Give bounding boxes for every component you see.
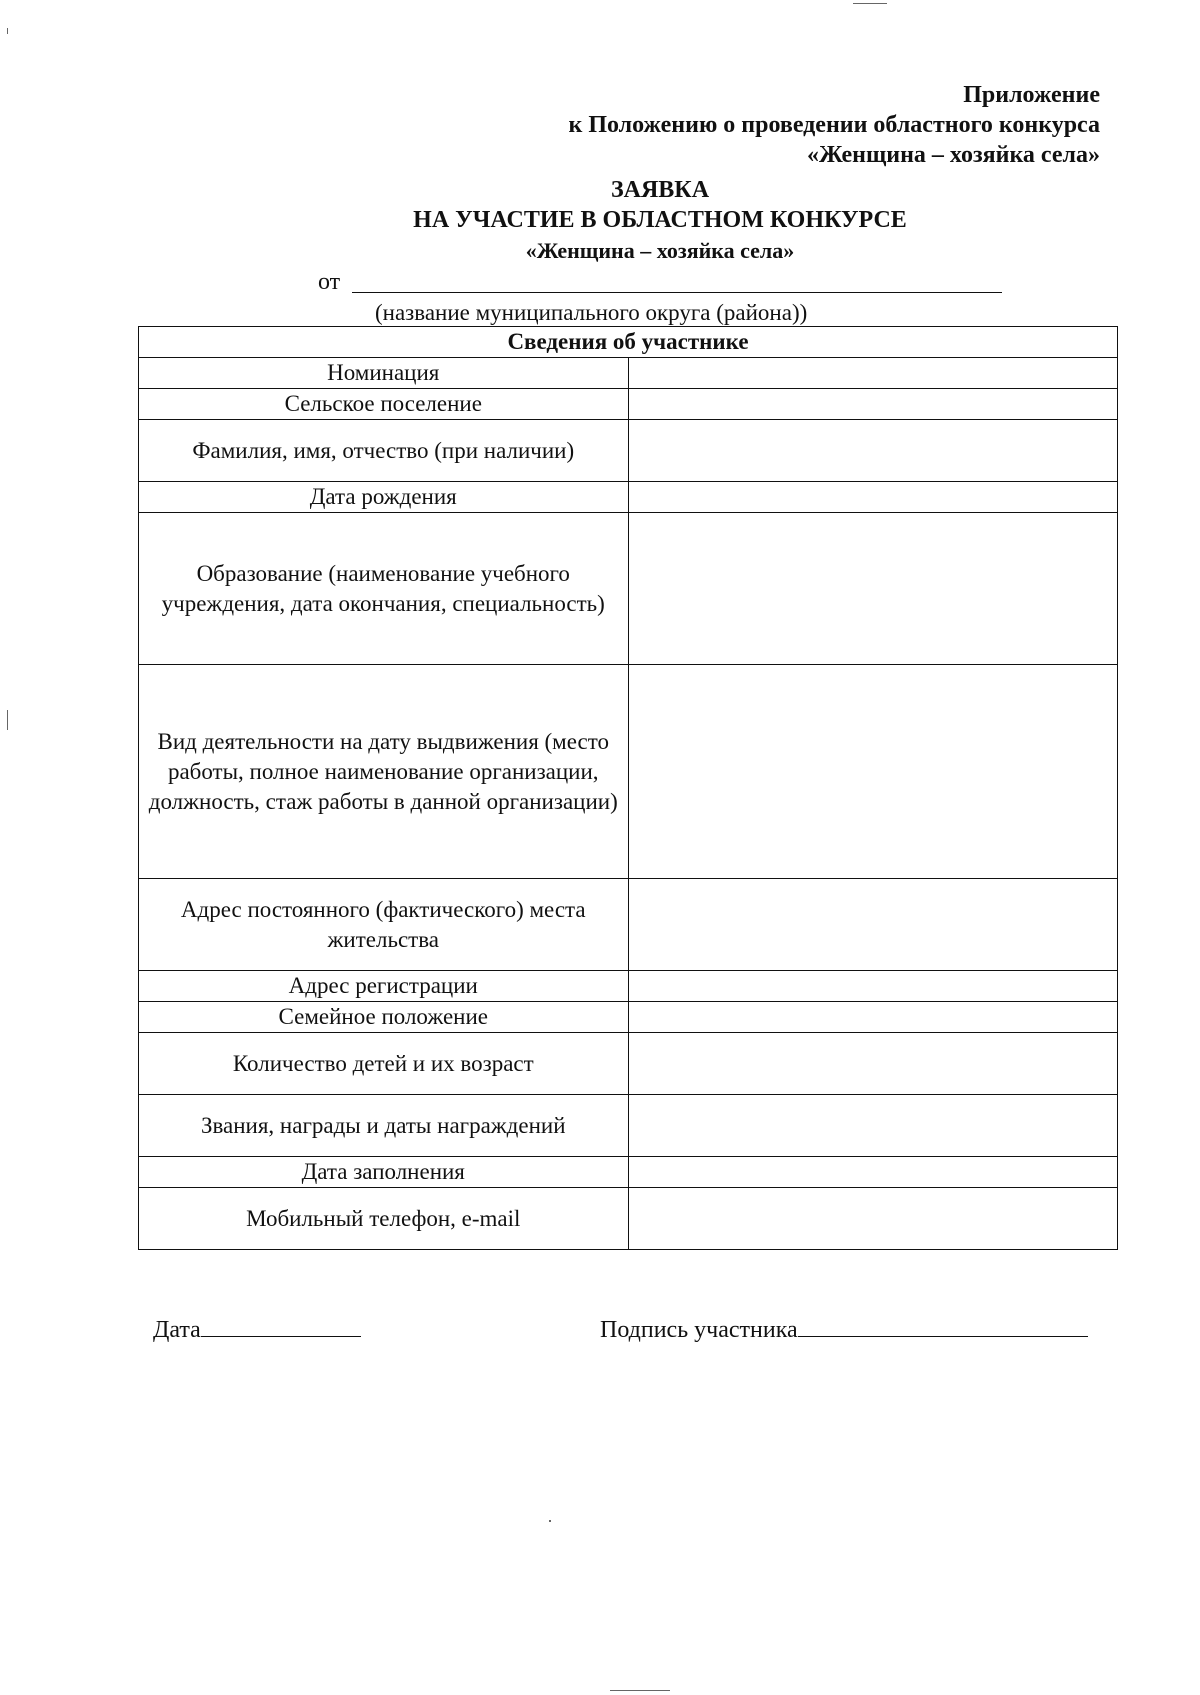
participant-info-table <box>138 326 1118 1250</box>
row-value-field[interactable] <box>628 1157 1118 1188</box>
signature-label: Подпись участника <box>600 1317 798 1343</box>
appendix-header <box>569 80 1101 170</box>
table-row <box>139 482 1118 513</box>
row-label: Сельское поселение <box>139 389 629 420</box>
row-value-field[interactable] <box>628 420 1118 482</box>
district-name-hint: (название муниципального округа (района)) <box>375 300 808 325</box>
table-row <box>139 1157 1118 1188</box>
table-row <box>139 1095 1118 1157</box>
table-row <box>139 665 1118 879</box>
table-row <box>139 420 1118 482</box>
date-label: Дата <box>153 1317 201 1343</box>
row-value-field[interactable] <box>628 971 1118 1002</box>
table-row <box>139 971 1118 1002</box>
scan-artifact <box>549 1520 551 1522</box>
form-title: ЗАЯВКА <box>610 177 710 203</box>
table-heading: Сведения об участнике <box>139 327 1118 358</box>
row-label: Семейное положение <box>139 1002 629 1033</box>
date-block <box>153 1312 361 1344</box>
row-label: Мобильный телефон, e-mail <box>139 1188 629 1250</box>
row-label: Звания, награды и даты награждений <box>139 1095 629 1157</box>
signature-field[interactable] <box>798 1312 1088 1337</box>
row-label: Номинация <box>139 358 629 389</box>
signature-block <box>600 1312 1088 1344</box>
appendix-contest-name: «Женщина – хозяйка села» <box>807 142 1100 168</box>
row-label: Количество детей и их возраст <box>139 1033 629 1095</box>
row-value-field[interactable] <box>628 1033 1118 1095</box>
row-label: Адрес регистрации <box>139 971 629 1002</box>
from-label: от <box>318 269 341 295</box>
table-row <box>139 1188 1118 1250</box>
table-row <box>139 358 1118 389</box>
table-heading-row <box>139 327 1118 358</box>
appendix-title: Приложение <box>963 82 1100 108</box>
row-label: Образование (наименование учебного учреждения, дата окончания, специальность) <box>139 513 629 665</box>
form-subtitle: НА УЧАСТИЕ В ОБЛАСТНОМ КОНКУРСЕ <box>413 207 907 233</box>
row-value-field[interactable] <box>628 358 1118 389</box>
row-value-field[interactable] <box>628 1188 1118 1250</box>
row-value-field[interactable] <box>628 1002 1118 1033</box>
row-label: Вид деятельности на дату выдвижения (место работы, полное наименование организации, должность, стаж работы в данной организации) <box>139 665 629 879</box>
district-name-field[interactable] <box>352 292 1002 293</box>
table-row <box>139 1002 1118 1033</box>
scan-artifact <box>610 1690 670 1691</box>
scan-artifact <box>853 3 887 4</box>
row-value-field[interactable] <box>628 665 1118 879</box>
date-field[interactable] <box>201 1312 361 1337</box>
row-value-field[interactable] <box>628 1095 1118 1157</box>
row-label: Адрес постоянного (фактического) места жительства <box>139 879 629 971</box>
table-row <box>139 389 1118 420</box>
row-label: Дата рождения <box>139 482 629 513</box>
row-label: Фамилия, имя, отчество (при наличии) <box>139 420 629 482</box>
row-label: Дата заполнения <box>139 1157 629 1188</box>
row-value-field[interactable] <box>628 482 1118 513</box>
form-contest-name: «Женщина – хозяйка села» <box>525 238 795 263</box>
row-value-field[interactable] <box>628 879 1118 971</box>
scan-artifact <box>7 710 8 730</box>
table-row <box>139 879 1118 971</box>
row-value-field[interactable] <box>628 513 1118 665</box>
table-row <box>139 513 1118 665</box>
appendix-reference: к Положению о проведении областного конкурса <box>568 112 1100 138</box>
scan-artifact <box>7 28 8 34</box>
table-row <box>139 1033 1118 1095</box>
row-value-field[interactable] <box>628 389 1118 420</box>
